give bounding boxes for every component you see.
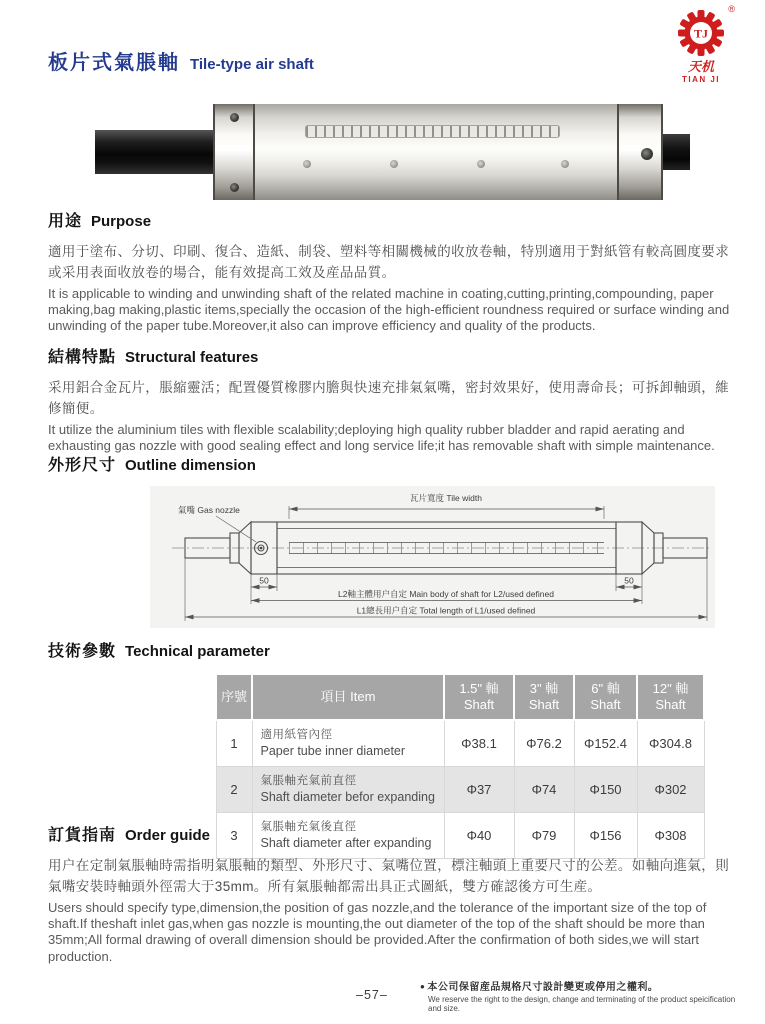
section-order-guide <box>48 822 740 965</box>
tile-width-label: 瓦片寬度 Tile width <box>410 493 482 503</box>
row-value: Φ40 <box>444 812 514 858</box>
product-photo <box>95 104 690 200</box>
gas-nozzle-label: 氣嘴 Gas nozzle <box>178 505 240 515</box>
row-item: 適用紙管內徑 Paper tube inner diameter <box>252 720 444 766</box>
purpose-heading-en: Purpose <box>91 213 152 230</box>
col-header-shaft-12: 12" 軸 Shaft <box>637 674 704 720</box>
row-no: 3 <box>216 812 252 858</box>
bullet-icon: ● <box>420 982 426 991</box>
shaft-rod <box>95 130 213 174</box>
screw-dot <box>230 113 239 122</box>
order-text-zh: 用户在定制氣脹軸時需指明氣脹軸的類型、外形尺寸、氣嘴位置，標注軸頭上重要尺寸的公差。如軸向進氣，則氣嘴安裝時軸頭外徑需大于35mm。所有氣脹軸都需出具正式圖紙，雙方確認後方可生産。 <box>48 858 730 894</box>
table-header-row <box>216 674 704 720</box>
l1-label: L1總長用户自定 Total length of L1/used defined <box>356 605 536 616</box>
page-number: –57– <box>356 988 388 1002</box>
row-value: Φ150 <box>574 766 637 812</box>
l2-label: L2軸主體用户自定 Main body of shaft for L2/used defined <box>338 589 554 599</box>
order-heading-en: Order guide <box>125 827 211 844</box>
dim-50-right: 50 <box>624 575 634 586</box>
gear-icon <box>677 4 735 61</box>
row-value: Φ152.4 <box>574 720 637 766</box>
row-no: 2 <box>216 766 252 812</box>
col-header-shaft-3: 3" 軸 Shaft <box>514 674 574 720</box>
screw-dot <box>641 148 653 160</box>
table-row <box>216 720 704 766</box>
order-heading-zh: 訂貨指南 <box>48 827 117 844</box>
order-text-en: Users should specify type,dimension,the position of gas nozzle,and the tolerance of the important size of the top of shaft.If theshaft inlet gas,when gas nozzle is mounting,the out diameter of the top of the shaft should be more than 35mm;All formal drawing of overall dimension should be provided.After the confirmation of both sides,we will start production. <box>48 899 707 964</box>
row-no: 1 <box>216 720 252 766</box>
screw-dot <box>230 183 239 192</box>
page-title-en: Tile-type air shaft <box>190 56 314 73</box>
section-outline-dimension <box>48 452 740 628</box>
brand-name-en: TIAN JI <box>681 75 721 85</box>
row-value: Φ79 <box>514 812 574 858</box>
section-structural-features <box>48 344 740 454</box>
col-header-shaft-1-5: 1.5" 軸 Shaft <box>444 674 514 720</box>
row-value: Φ308 <box>637 812 704 858</box>
col-header-item: 項目 Item <box>252 674 444 720</box>
row-value: Φ304.8 <box>637 720 704 766</box>
row-value: Φ76.2 <box>514 720 574 766</box>
structure-heading-zh: 結構特點 <box>48 349 117 366</box>
registered-mark-icon: ® <box>728 4 735 14</box>
page-title <box>48 46 314 75</box>
dim-50-left: 50 <box>259 575 269 586</box>
footer-note-zh: ● 本公司保留産品規格尺寸設計變更或停用之權利。 <box>420 982 659 993</box>
outline-drawing-svg <box>150 486 715 628</box>
section-purpose <box>48 208 740 335</box>
purpose-text-zh: 適用于塗布、分切、印刷、復合、造紙、制袋、塑料等相關機械的收放卷軸，特別適用于對紙管有較高圓度要求或采用表面收放卷的場合，能有效提高工效及産品品質。 <box>48 244 730 280</box>
brand-logo <box>655 4 747 85</box>
structure-text-zh: 采用鋁合金瓦片，脹縮靈活；配置優質橡膠内膽與快速充排氣氣嘴，密封效果好，使用壽命長；可拆卸軸頭，維修簡便。 <box>48 380 730 416</box>
shaft-collar-right <box>617 104 663 200</box>
structure-text-en: It utilize the aluminium tiles with flexible scalability;deploying high quality rubber bladder and rapid aerating and exhausting gas nozzle with good sealing effect and long service life;it has removable shaft with simple maintenance. <box>48 421 715 454</box>
table-row <box>216 766 704 812</box>
shaft-body <box>255 104 617 200</box>
row-value: Φ37 <box>444 766 514 812</box>
footer-note-en: We reserve the right to the design, change and terminating of the product speicification and size. <box>428 995 736 1013</box>
parameters-heading-zh: 技術參數 <box>48 643 117 660</box>
screw-dot <box>390 160 398 168</box>
outline-drawing <box>150 486 715 628</box>
col-header-no: 序號 <box>216 674 252 720</box>
purpose-heading-zh: 用途 <box>48 213 83 230</box>
row-value: Φ156 <box>574 812 637 858</box>
screw-dot <box>477 160 485 168</box>
row-item: 氣脹軸充氣前直徑 Shaft diameter befor expanding <box>252 766 444 812</box>
screw-dot <box>561 160 569 168</box>
footer-note <box>420 982 750 1013</box>
outline-heading-en: Outline dimension <box>125 457 256 474</box>
logo-monogram: TJ <box>693 26 709 41</box>
outline-heading-zh: 外形尺寸 <box>48 457 117 474</box>
row-item: 氣脹軸充氣後直徑 Shaft diameter after expanding <box>252 812 444 858</box>
screw-dot <box>303 160 311 168</box>
parameters-heading-en: Technical parameter <box>125 643 270 660</box>
tile-strip <box>305 125 560 138</box>
shaft-end-cap <box>663 134 690 170</box>
structure-heading-en: Structural features <box>125 349 259 366</box>
row-value: Φ74 <box>514 766 574 812</box>
row-value: Φ302 <box>637 766 704 812</box>
row-value: Φ38.1 <box>444 720 514 766</box>
shaft-collar-left <box>213 104 255 200</box>
page-title-zh: 板片式氣脹軸 <box>48 52 180 74</box>
purpose-text-en: It is applicable to winding and unwinding shaft of the related machine in coating,cutting,printing,compounding, paper making,bag making,plastic items,specially the occasion of the high-efficient roundness required or surface winding and unwinding of the paper tube.Moreover,it also can improve efficiency and quality of the products. <box>48 285 730 334</box>
brand-name-zh: 天机 <box>687 60 714 75</box>
col-header-shaft-6: 6" 軸 Shaft <box>574 674 637 720</box>
